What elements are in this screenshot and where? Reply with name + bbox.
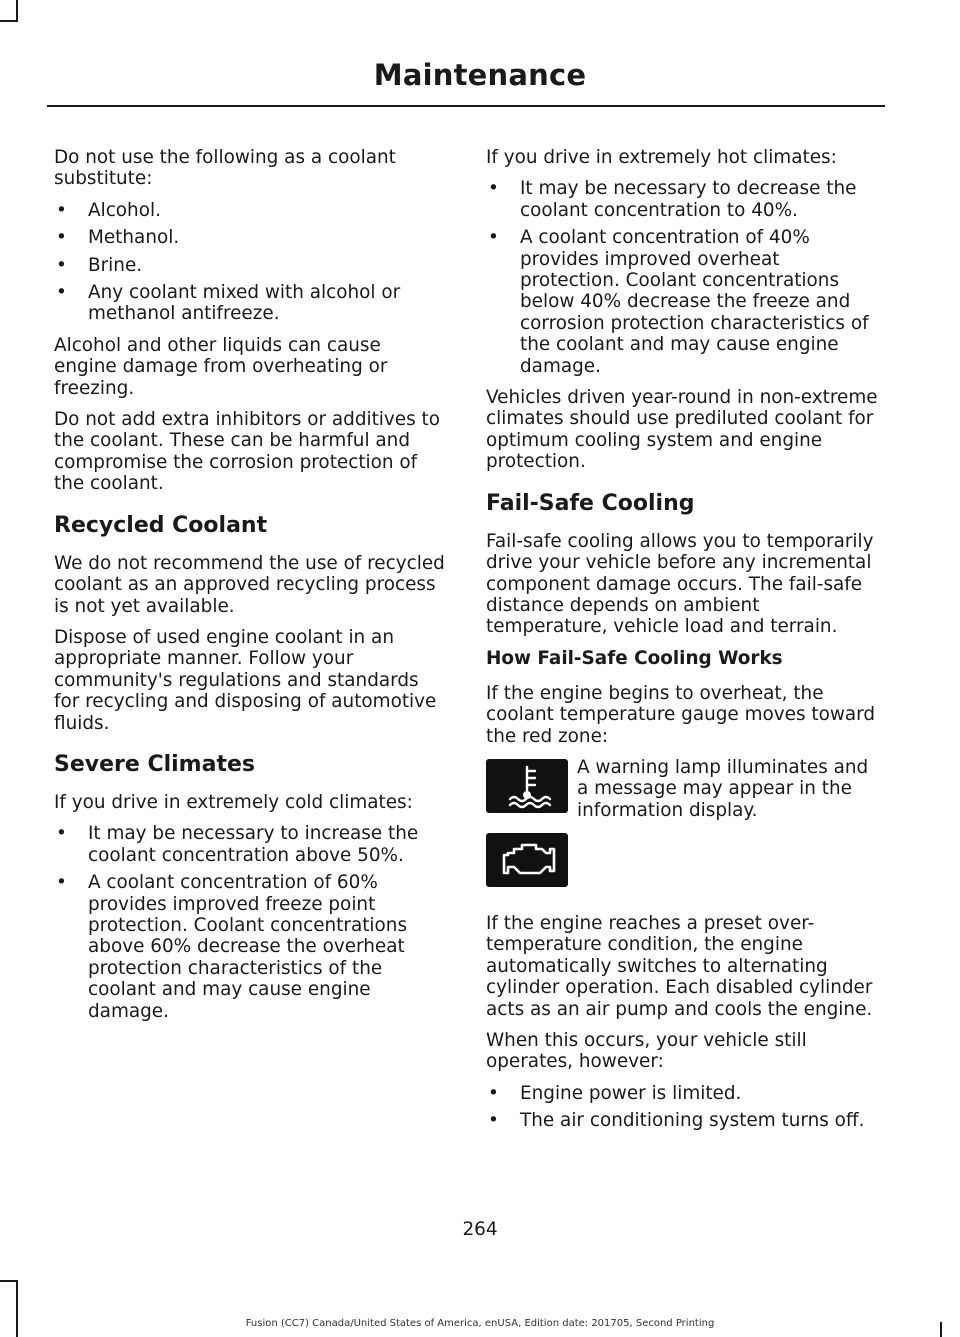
- right-column: [486, 147, 884, 1142]
- damage-note: Alcohol and other liquids can cause engine damage from overheating or freezing.: [54, 334, 388, 399]
- subheading-how-fail-safe-works: How Fail-Safe Cooling Works: [486, 647, 783, 669]
- section-heading-severe-climates: Severe Climates: [54, 751, 255, 777]
- edition-footer: Fusion (CC7) Canada/United States of America, enUSA, Edition date: 201705, Second Printing: [245, 1318, 715, 1329]
- left-column: [54, 147, 448, 1032]
- section-heading-recycled-coolant: Recycled Coolant: [54, 512, 268, 538]
- warning-lamps: [486, 757, 884, 899]
- disposal-paragraph: Dispose of used engine coolant in an appropriate manner. Follow your community's regulations and standards for recycling and disposing of automotive fluids.: [54, 626, 437, 734]
- substitute-intro: Do not use the following as a coolant substitute:: [54, 147, 396, 190]
- cold-climate-list: [54, 823, 448, 1022]
- preset-condition-paragraph: If the engine reaches a preset over-temperature condition, the engine automatically switches to alternating cylinder operation. Each disabled cylinder acts as an air pump and cools the engine.: [486, 912, 873, 1020]
- fail-safe-effects-list: [486, 1083, 884, 1132]
- year-round-paragraph: Vehicles driven year-round in non-extreme climates should use prediluted coolant for optimum cooling system and engine protection.: [486, 387, 878, 473]
- list-item: • A coolant concentration of 60% provides improved freeze point protection. Coolant concentrations above 60% decrease the overheat protection characteristics of the coolant and may cause engine damage.: [54, 872, 448, 1022]
- page-number: 264: [462, 1219, 498, 1240]
- hot-climate-list: [486, 178, 884, 377]
- warning-lamp-description: A warning lamp illuminates and a message may appear in the information display.: [577, 756, 869, 821]
- list-item: • Brine.: [54, 255, 448, 276]
- crop-mark-bottom-left: [0, 1280, 18, 1282]
- crop-mark-top-left: [16, 0, 18, 22]
- list-item: • Engine power is limited.: [486, 1083, 884, 1104]
- recycled-paragraph: We do not recommend the use of recycled coolant as an approved recycling process is not yet available.: [54, 552, 445, 617]
- list-item: • A coolant concentration of 40% provides improved overheat protection. Coolant concentrations below 40% decrease the freeze and corrosion protection characteristics of the coolant and may cause engine damage.: [486, 227, 884, 377]
- list-item: • It may be necessary to increase the coolant concentration above 50%.: [54, 823, 448, 866]
- additives-note: Do not add extra inhibitors or additives to the coolant. These can be harmful and compromise the corrosion protection of the coolant.: [54, 409, 441, 495]
- hot-climate-intro: If you drive in extremely hot climates:: [486, 147, 837, 168]
- header-divider: [47, 105, 885, 107]
- overheat-paragraph: If the engine begins to overheat, the coolant temperature gauge moves toward the red zone:: [486, 682, 876, 747]
- page-title: Maintenance: [373, 58, 587, 92]
- list-item: • It may be necessary to decrease the coolant concentration to 40%.: [486, 178, 884, 221]
- list-item: • The air conditioning system turns off.: [486, 1110, 884, 1131]
- list-item: • Any coolant mixed with alcohol or methanol antifreeze.: [54, 282, 448, 325]
- crop-mark-top-left: [0, 20, 18, 22]
- fail-safe-paragraph: Fail-safe cooling allows you to temporarily drive your vehicle before any incremental component damage occurs. The fail-safe distance depends on ambient temperature, vehicle load and terrain.: [486, 530, 874, 638]
- still-operates-paragraph: When this occurs, your vehicle still operates, however:: [486, 1029, 807, 1073]
- substitute-list: [54, 200, 448, 325]
- list-item: • Alcohol.: [54, 200, 448, 221]
- check-engine-icon: [486, 833, 568, 887]
- cold-climate-intro: If you drive in extremely cold climates:: [54, 791, 413, 813]
- section-heading-fail-safe-cooling: Fail-Safe Cooling: [486, 490, 695, 516]
- coolant-temperature-warning-icon: [486, 759, 568, 813]
- list-item: • Methanol.: [54, 227, 448, 248]
